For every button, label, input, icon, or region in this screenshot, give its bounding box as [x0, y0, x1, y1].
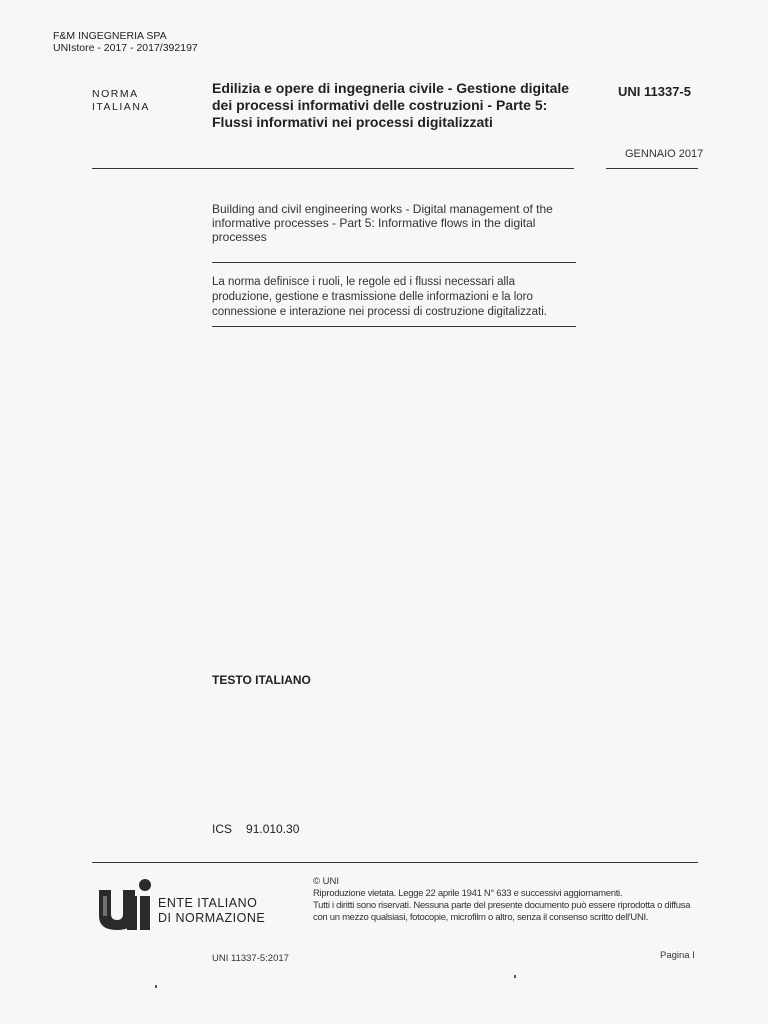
ics-classification — [212, 822, 299, 836]
header-rule-left — [92, 168, 574, 169]
ics-label: ICS — [212, 822, 233, 836]
title-line-2: dei processi informativi delle costruzioni - Parte 5: — [212, 97, 548, 113]
english-title-rule — [212, 262, 576, 263]
norma-line-1: NORMA — [92, 88, 139, 100]
publication-date: GENNAIO 2017 — [625, 148, 704, 160]
store-reference: UNIstore - 2017 - 2017/392197 — [53, 42, 198, 54]
english-title — [212, 202, 572, 244]
norma-italiana-label — [92, 88, 150, 114]
title-line-3: Flussi informativi nei processi digitalizzati — [212, 114, 493, 130]
english-title-line-2: informative processes - Part 5: Informative flows in the digital — [212, 216, 536, 230]
page-number: Pagina I — [660, 950, 695, 961]
footer-standard-code: UNI 11337-5:2017 — [212, 953, 289, 964]
organization-line-2: DI NORMAZIONE — [158, 911, 266, 925]
copyright-line-3: con un mezzo qualsiasi, fotocopie, microfilm o altro, senza il consenso scritto dell'UNI. — [313, 912, 649, 923]
uni-logo — [97, 876, 155, 932]
english-title-line-3: processes — [212, 230, 267, 244]
scan-mark — [155, 985, 157, 988]
norma-line-2: ITALIANA — [92, 101, 150, 113]
header-rule-right — [606, 168, 698, 169]
footer-rule — [92, 862, 698, 863]
copyright-line-1: Riproduzione vietata. Legge 22 aprile 1941 N° 633 e successivi aggiornamenti. — [313, 888, 623, 899]
copyright-notice — [313, 876, 690, 924]
scope-description — [212, 275, 576, 320]
copyright-symbol: © UNI — [313, 876, 339, 887]
description-line-1: La norma definisce i ruoli, le regole ed i flussi necessari alla — [212, 276, 515, 288]
description-line-2: produzione, gestione e trasmissione delle informazioni e la loro — [212, 291, 533, 303]
document-title — [212, 80, 582, 131]
standard-code: UNI 11337-5 — [618, 84, 691, 99]
english-title-line-1: Building and civil engineering works - Digital management of the — [212, 202, 553, 216]
copyright-line-2: Tutti i diritti sono riservati. Nessuna parte del presente documento può essere riprodotta o diffusa — [313, 900, 691, 911]
language-label: TESTO ITALIANO — [212, 673, 311, 687]
organization-line-1: ENTE ITALIANO — [158, 896, 258, 910]
title-line-1: Edilizia e opere di ingegneria civile - Gestione digitale — [212, 80, 570, 96]
ics-value: 91.010.30 — [246, 822, 300, 836]
company-name: F&M INGEGNERIA SPA — [53, 30, 167, 42]
organization-name — [158, 896, 265, 926]
description-line-3: connessione e interazione nei processi di costruzione digitalizzati. — [212, 306, 547, 318]
description-rule — [212, 326, 576, 327]
scan-mark — [514, 975, 516, 978]
